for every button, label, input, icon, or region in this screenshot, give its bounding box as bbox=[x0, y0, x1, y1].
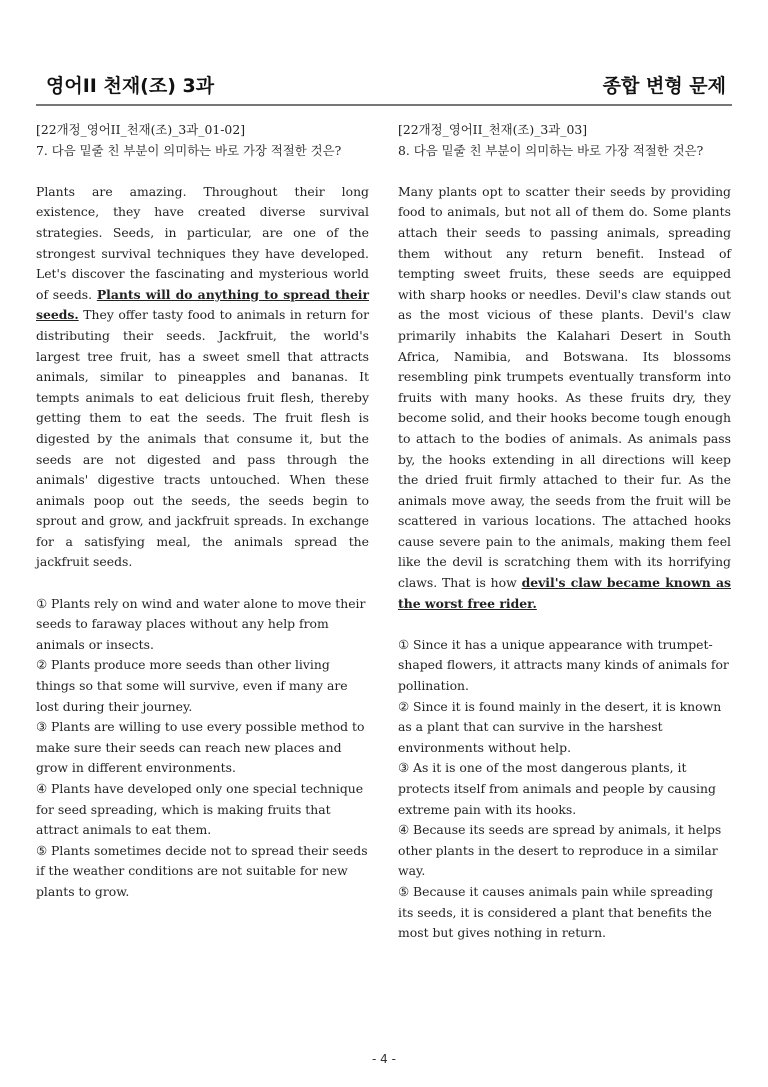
answer-choice-1[interactable]: ① Plants rely on wind and water alone to move their seeds to faraway places without any help from animals or insects. bbox=[36, 595, 366, 652]
textbook-title: 영어II 천재(조) 3과 bbox=[46, 75, 215, 97]
answer-choice-5[interactable]: ⑤ Because it causes animals pain while spreading its seeds, it is considered a plant that benefits the most but gives nothing in return. bbox=[398, 883, 714, 941]
underlined-phrase: Plants will do anything to spread their seeds. bbox=[36, 286, 369, 323]
answer-choice-2[interactable]: ② Since it is found mainly in the desert, it is known as a plant that can survive in the harshest environments without help. bbox=[398, 698, 722, 755]
page-number: - 4 - bbox=[372, 1052, 396, 1066]
answer-choice-3[interactable]: ③ As it is one of the most dangerous plants, it protects itself from animals and people by causing extreme pain with its hooks. bbox=[398, 760, 716, 817]
question-prompt: 7. 다음 밑줄 친 부분이 의미하는 바로 가장 적절한 것은? bbox=[36, 142, 342, 158]
underlined-phrase: devil's claw became known as the worst free rider. bbox=[398, 575, 731, 611]
passage-text: Many plants opt to scatter their seeds by providing food to animals, but not all of them do. Some plants attach their seeds to passing animals, spreading them without any return benefit. Instead of tempting sweet fruits, these seeds are equipped with sharp hooks or needles. Devil's claw stands out as the most vicious of these plants. Devil's claw primarily inhabits the Kalahari Desert in South Africa, Namibia, and Botswana. Its blossoms resembling pink trumpets eventually transform into fruits with many hooks. As these fruits dry, they become solid, and their hooks become tough enough to attach to the bodies of animals. As animals pass by, the hooks extending in all directions will keep the dried fruit firmly attached to their fur. As the animals move away, the seeds from the fruit will be scattered in various locations. The attached hooks cause severe pain to the animals, making them feel like the devil is scratching them with its horrifying claws. That is how bbox=[398, 183, 731, 591]
answer-choices bbox=[398, 635, 731, 944]
question-7 bbox=[36, 120, 369, 903]
question-8 bbox=[398, 120, 731, 944]
question-code: [22개정_영어II_천재(조)_3과_01-02] bbox=[36, 122, 246, 137]
answer-choice-3[interactable]: ③ Plants are willing to use every possible method to make sure their seeds can reach new places and grow in different environments. bbox=[36, 719, 365, 776]
answer-choice-4[interactable]: ④ Plants have developed only one special technique for seed spreading, which is making fruits that attract animals to eat them. bbox=[36, 781, 364, 838]
answer-choice-1[interactable]: ① Since it has a unique appearance with trumpet-shaped flowers, it attracts many kinds of animals for pollination. bbox=[398, 636, 729, 694]
section-title: 종합 변형 문제 bbox=[602, 75, 726, 97]
page-header bbox=[36, 74, 732, 106]
passage-text: Plants are amazing. Throughout their long existence, they have created diverse survival strategies. Seeds, in particular, are one of the strongest survival techniques they have developed. Let's discover the fascinating and mysterious world of seeds. bbox=[36, 183, 369, 302]
reading-passage bbox=[36, 182, 369, 573]
question-code: [22개정_영어II_천재(조)_3과_03] bbox=[398, 122, 588, 137]
answer-choice-4[interactable]: ④ Because its seeds are spread by animals, it helps other plants in the desert to reproduce in a similar way. bbox=[398, 822, 722, 879]
question-prompt: 8. 다음 밑줄 친 부분이 의미하는 바로 가장 적절한 것은? bbox=[398, 142, 704, 158]
reading-passage bbox=[398, 182, 731, 614]
passage-text: They offer tasty food to animals in return for distributing their seeds. Jackfruit, the world's largest tree fruit, has a sweet smell that attracts animals, similar to pineapples and bananas. It tempts animals to eat delicious fruit flesh, thereby getting them to eat the seeds. The fruit flesh is digested by the animals that consume it, but the seeds are not digested and pass through the animals' digestive tracts untouched. When these animals poop out the seeds, the seeds begin to sprout and grow, and jackfruit spreads. In exchange for a satisfying meal, the animals spread the jackfruit seeds. bbox=[36, 307, 369, 570]
answer-choice-5[interactable]: ⑤ Plants sometimes decide not to spread their seeds if the weather conditions are not suitable for new plants to grow. bbox=[36, 842, 368, 899]
answer-choices bbox=[36, 594, 369, 903]
answer-choice-2[interactable]: ② Plants produce more seeds than other living things so that some will survive, even if many are lost during their journey. bbox=[36, 657, 348, 714]
